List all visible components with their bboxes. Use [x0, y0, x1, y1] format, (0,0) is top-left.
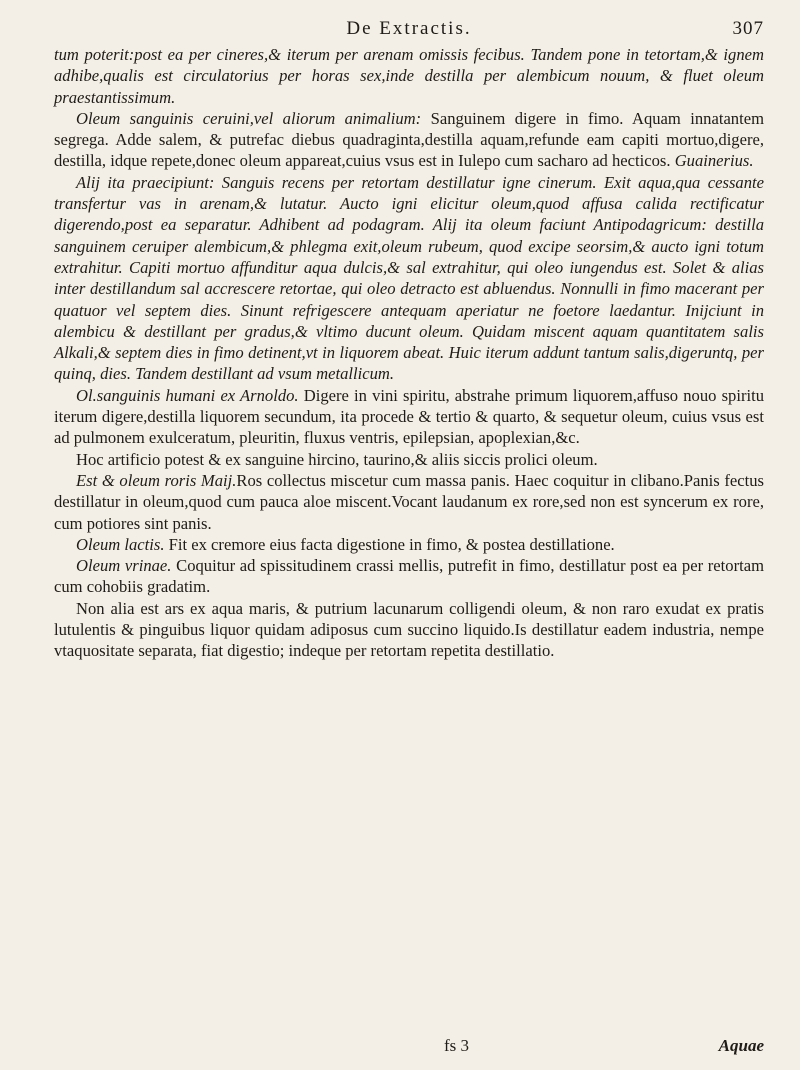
- recipe-heading: Est & oleum roris Maij.: [76, 470, 237, 490]
- recipe-heading: Ol.sanguinis humani ex Arnoldo.: [76, 385, 299, 405]
- recipe-heading: Oleum sanguinis ceruini,vel aliorum animalium:: [76, 108, 422, 128]
- paragraph-oleum-lactis: [54, 534, 764, 555]
- paragraph-oleum-sanguinis-cervini: [54, 108, 764, 172]
- paragraph-oleum-roris: [54, 470, 764, 534]
- page-number: 307: [732, 18, 764, 39]
- paragraph-alij-praecipiunt: Alij ita praecipiunt: Sanguis recens per retortam destillatur igne cinerum. Exit aqua,qua cessante transfertur vas in arenam,& lutatur. Aucto igni elicitur oleum,quod affusa calida rectificatur digerendo,post ea separatur. Adhibent ad podagram. Alij ita oleum faciunt Antipodagricum: destilla sanguinem ceruiper alembicum,& phlegma exit,oleum rubeum, quod excipe seorsim,& aucto igni totum extrahitur. Capiti mortuo affunditur aqua dulcis,& sal extrahitur, qui oleo iungendus est. Solet & alias inter destillandum sal accrescere retortae, qui oleo detracto est abluendus. Nonnulli in fimo macerant per quatuor vel septem dies. Sinunt refrigescere antequam aperiatur ne foetore laedantur. Inijciunt in alembicu & destillant per gradus,& vltimo ducunt oleum. Quidam miscent aquam quantitatem salis Alkali,& septem dies in fimo detinent,vt in liquorem abeat. Huic iterum addunt tantum salis,digeruntq, per quinq, dies. Tandem destillant ad vsum metallicum.: [54, 172, 764, 384]
- recipe-heading: Oleum lactis.: [76, 534, 165, 554]
- author-citation: Guainerius.: [674, 151, 754, 171]
- paragraph-continued: tum poterit:post ea per cineres,& iterum per arenam omissis fecibus. Tandem pone in tetortam,& ignem adhibe,qualis est circulatorius per horas sex,inde destilla per alembicum nouum, & fluet oleum praestantissimum.: [54, 45, 764, 107]
- paragraph-oleum-vrinae: [54, 555, 764, 598]
- recipe-heading: Oleum vrinae.: [76, 556, 172, 576]
- paragraph-oleum-sanguinis-humani: [54, 385, 764, 449]
- recipe-text: Digere in vini spiritu, abstrahe primum liquorem,affuso nouo spiritu iterum digere,destilla liquorem secundum, ita procede & tertio & quarto, & sequetur oleum, cuius vsus est ad pulmonem exulceratum, pleuritin, fluxus ventris, epilepsian, apoplexian,&c.: [54, 385, 764, 448]
- catchword: Aquae: [718, 1036, 764, 1055]
- paragraph-aqua-maris: Non alia est ars ex aqua maris, & putrium lacunarum colligendi oleum, & non raro exudat ex pratis lutulentis & pinguibus liquor quidam adiposus cum succino liquido.Is destillatur eadem industria, nempe vtaquositate separata, fiat digestio; indeque per retortam repetita destillatio.: [54, 598, 764, 661]
- running-title: De Extractis.: [346, 18, 472, 39]
- recipe-text: Ros collectus miscetur cum massa panis. Haec coquitur in clibano.Panis fectus destillatur in oleum,quod cum pauca aloe miscent.Vocant laudanum ex rore,sed non est syncerum ex rore, cum potiores sint panis.: [54, 470, 764, 533]
- body-text: [54, 44, 764, 662]
- page-header: [54, 14, 764, 44]
- recipe-text: Coquitur ad spissitudinem crassi mellis, putrefit in fimo, destillatur post ea per retortam cum cohobiis gradatim.: [54, 556, 764, 597]
- recipe-text: Fit ex cremore eius facta digestione in fimo, & postea destillatione.: [164, 534, 615, 554]
- recipe-text: Sanguinem digere in fimo. Aquam innatantem segrega. Adde salem, & putrefac diebus quadraginta,destilla aquam,refunde eam capiti mortuo,digere, destilla, idque repete,donec oleum appareat,cuius vsus est in Iulepo cum sacharo ad hecticos.: [54, 108, 764, 171]
- paragraph-hoc-artificio: Hoc artificio potest & ex sanguine hircino, taurino,& aliis siccis prolici oleum.: [76, 449, 598, 469]
- page-footer: [54, 1036, 764, 1060]
- signature-mark: fs 3: [444, 1036, 470, 1055]
